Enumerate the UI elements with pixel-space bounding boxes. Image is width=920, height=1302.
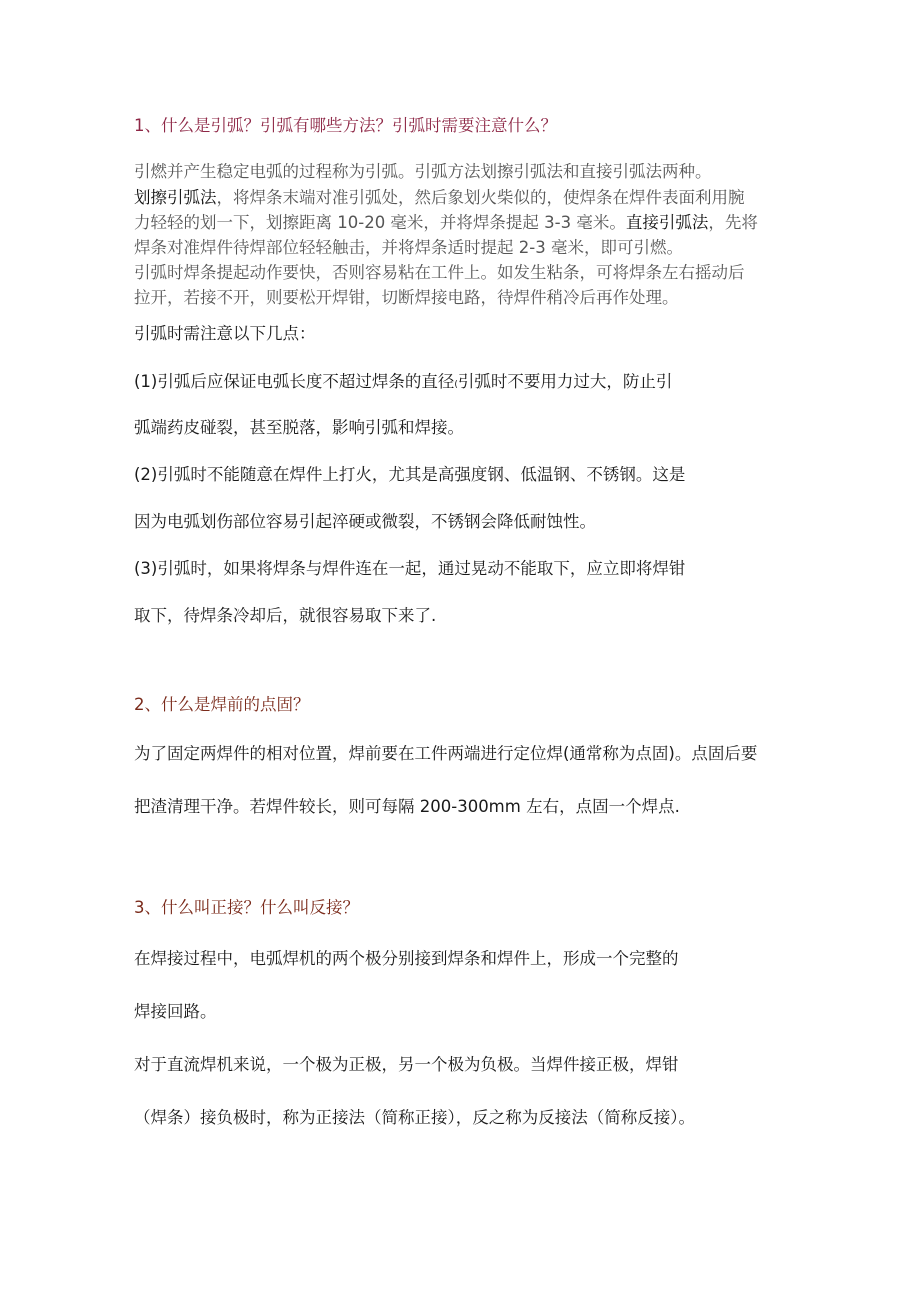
section3-line: 焊接回路。 bbox=[134, 1002, 217, 1021]
note-1-line bbox=[134, 370, 672, 397]
section1-paragraph-line bbox=[134, 186, 745, 210]
section2-line: 把渣清理干净。若焊件较长，则可每隔 200-300mm 左右，点固一个焊点. bbox=[134, 797, 680, 816]
note-2-line: (2)引弧时不能随意在焊件上打火，尤其是高强度钢、低温钢、不锈钢。这是 bbox=[134, 465, 686, 484]
note-1-line: 弧端药皮碰裂，甚至脱落，影响引弧和焊接。 bbox=[134, 418, 464, 437]
note-3-line: (3)引弧时，如果将焊条与焊件连在一起，通过晃动不能取下，应立即将焊钳 bbox=[134, 559, 686, 578]
section3-line: （焊条）接负极时，称为正接法（简称正接），反之称为反接法（简称反接）。 bbox=[134, 1108, 695, 1127]
note-text: (1)引弧后应保证电弧长度不超过焊条的直径 bbox=[134, 372, 455, 391]
section1-paragraph-line: 引燃并产生稳定电弧的过程称为引弧。引弧方法划擦引弧法和直接引弧法两种。 bbox=[134, 162, 712, 181]
term-direct-method: 直接引弧法 bbox=[625, 213, 709, 232]
section1-paragraph-line: 引弧时焊条提起动作要快，否则容易粘在工件上。如发生粘条，可将焊条左右摇动后 bbox=[134, 263, 745, 282]
section1-text: 力轻轻的划一下，划擦距离 10-20 毫米，并将焊条提起 3-3 毫米。 bbox=[134, 213, 626, 232]
note-3-line: 取下，待焊条冷却后，就很容易取下来了. bbox=[134, 606, 437, 625]
section1-text: ，先将 bbox=[708, 213, 758, 232]
note-2-line: 因为电弧划伤部位容易引起淬硬或微裂，不锈钢会降低耐蚀性。 bbox=[134, 512, 596, 531]
section2-title: 2、什么是焊前的点固？ bbox=[134, 695, 310, 714]
note-small-char: ( bbox=[454, 380, 458, 390]
term-scratch-method: 划擦引弧法 bbox=[134, 188, 217, 207]
section1-paragraph-line: 拉开，若接不开，则要松开焊钳，切断焊接电路，待焊件稍冷后再作处理。 bbox=[134, 288, 679, 307]
section1-title: 1、什么是引弧？引弧有哪些方法？引弧时需要注意什么？ bbox=[134, 116, 557, 135]
note-text: 引弧时不要用力过大，防止引 bbox=[457, 372, 673, 391]
section3-line: 在焊接过程中，电弧焊机的两个极分别接到焊条和焊件上，形成一个完整的 bbox=[134, 949, 679, 968]
section1-paragraph-line bbox=[134, 211, 758, 235]
section3-title: 3、什么叫正接？什么叫反接？ bbox=[134, 898, 359, 917]
section1-text: ，将焊条末端对准引弧处，然后象划火柴似的，使焊条在焊件表面利用腕 bbox=[216, 188, 745, 207]
section1-paragraph-line: 焊条对准焊件待焊部位轻轻触击，并将焊条适时提起 2-3 毫米，即可引燃。 bbox=[134, 238, 683, 257]
section3-line: 对于直流焊机来说，一个极为正极，另一个极为负极。当焊件接正极，焊钳 bbox=[134, 1055, 679, 1074]
section2-line: 为了固定两焊件的相对位置，焊前要在工件两端进行定位焊(通常称为点固)。点固后要 bbox=[134, 744, 758, 763]
notes-heading: 引弧时需注意以下几点： bbox=[134, 324, 316, 343]
